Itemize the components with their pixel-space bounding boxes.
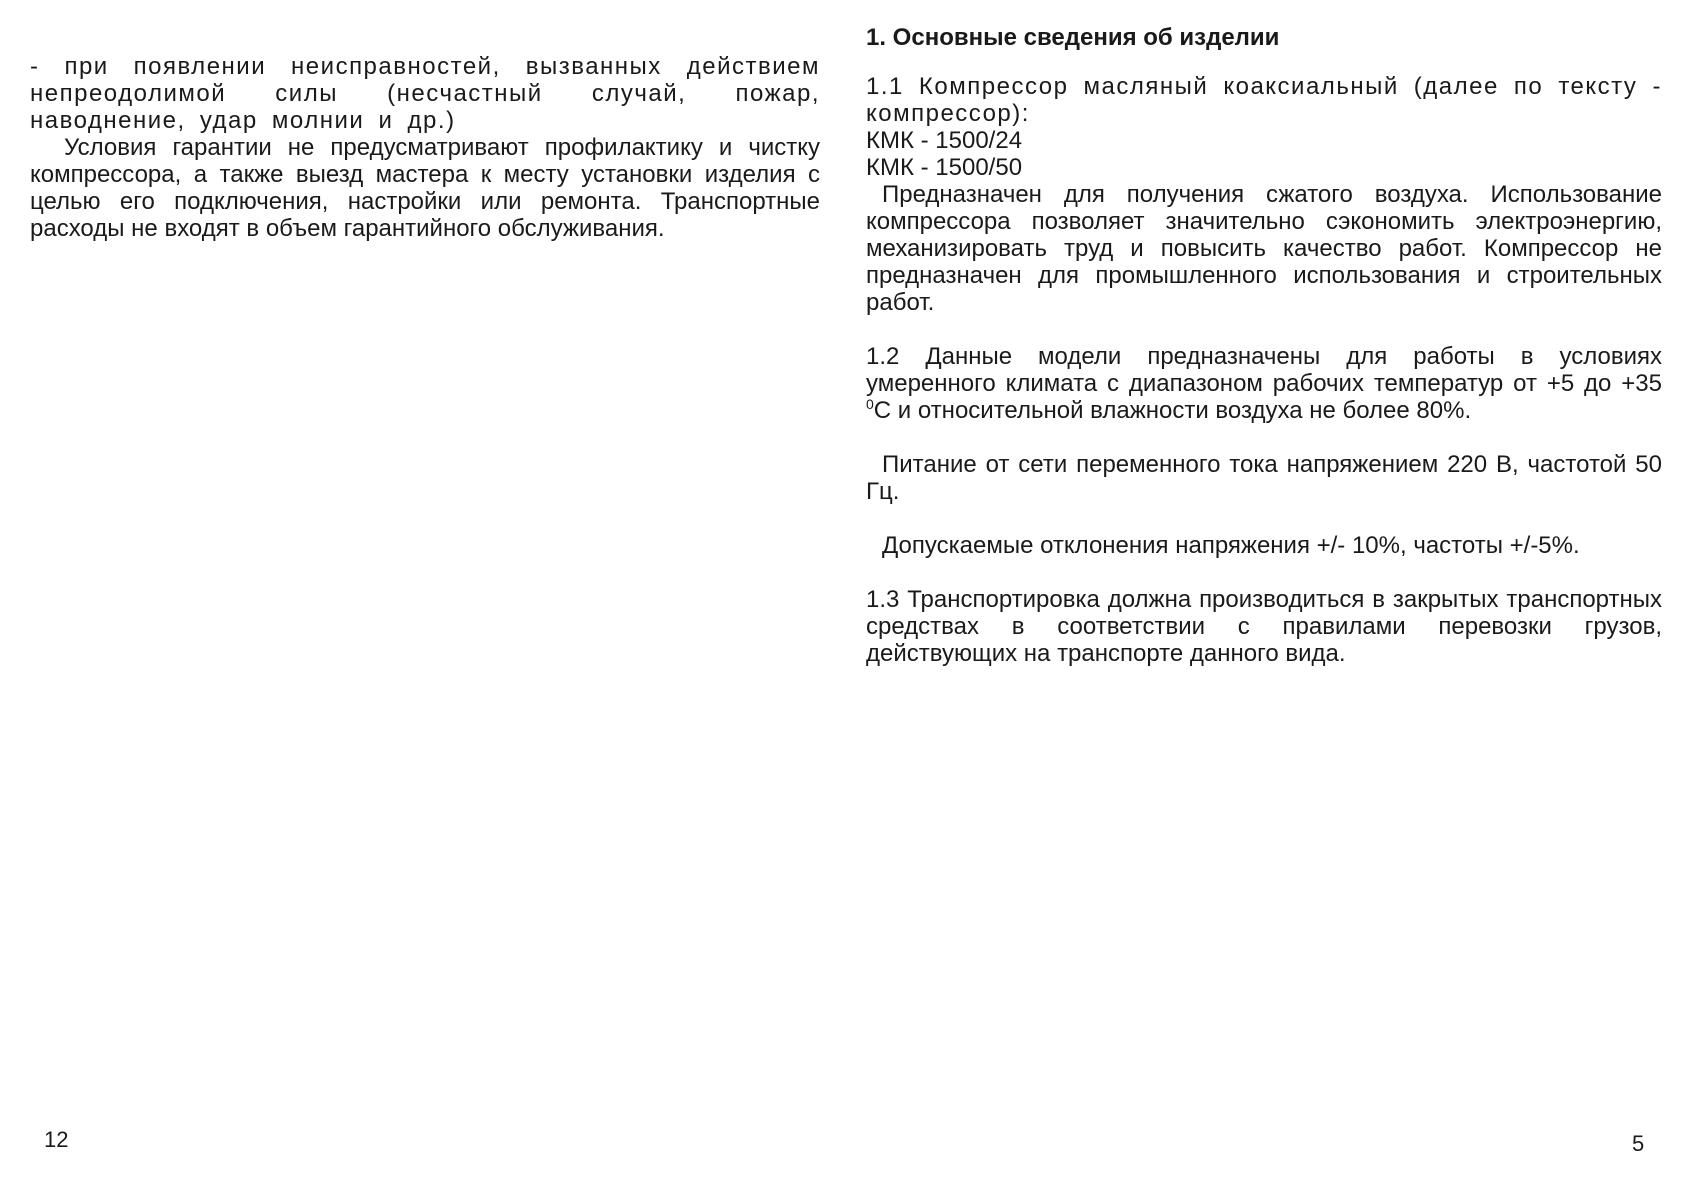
spacer: [866, 559, 1662, 586]
degree-symbol: 0: [866, 396, 874, 412]
section-1-1-intro: 1.1 Компрессор масляный коаксиальный (далее по тексту - компрессор):: [866, 73, 1662, 127]
section-1-2-paragraph: [866, 343, 1662, 424]
section-1-3-paragraph: 1.3 Транспортировка должна производиться в закрытых транспортных средствах в соответствии с правилами перевозки грузов, действующих на транспорте данного вида.: [866, 586, 1662, 667]
model-item: КМК - 1500/50: [866, 154, 1023, 181]
tolerances-line: Допускаемые отклонения напряжения +/- 10%, частоты +/-5%.: [882, 532, 1580, 559]
right-page-number: 5: [1632, 1131, 1645, 1156]
power-supply-line: Питание от сети переменного тока напряжением 220 В, частотой 50 Гц.: [866, 451, 1662, 505]
left-page-number: 12: [44, 1127, 69, 1152]
spacer: [866, 424, 1662, 451]
section-1-2-text: 1.2 Данные модели предназначены для работы в условиях умеренного климата с диапазоном рабочих температур от +5 до +35: [866, 343, 1662, 397]
section-1-2-text-end: С и относительной влажности воздуха не более 80%.: [873, 397, 1472, 424]
right-page-text: [866, 24, 1662, 667]
warranty-conditions-paragraph: Условия гарантии не предусматривают профилактику и чистку компрессора, а также выезд мастера к месту установки изделия с целью его подключения, настройки или ремонта. Транспортные расходы не входят в объем гарантийного обслуживания.: [30, 134, 820, 242]
spacer: [866, 505, 1662, 532]
model-item: КМК - 1500/24: [866, 127, 1023, 154]
section-heading: 1. Основные сведения об изделии: [866, 24, 1280, 51]
force-majeure-paragraph: - при появлении неисправностей, вызванных действием непреодолимой силы (несчастный случай, пожар, наводнение, удар молнии и др.): [30, 53, 820, 134]
left-page-text: [30, 53, 820, 242]
spacer: [866, 316, 1662, 343]
purpose-paragraph: Предназначен для получения сжатого воздуха. Использование компрессора позволяет значительно сэкономить электроэнергию, механизировать труд и повысить качество работ. Компрессор не предназначен для промышленного использования и строительных работ.: [866, 181, 1662, 316]
